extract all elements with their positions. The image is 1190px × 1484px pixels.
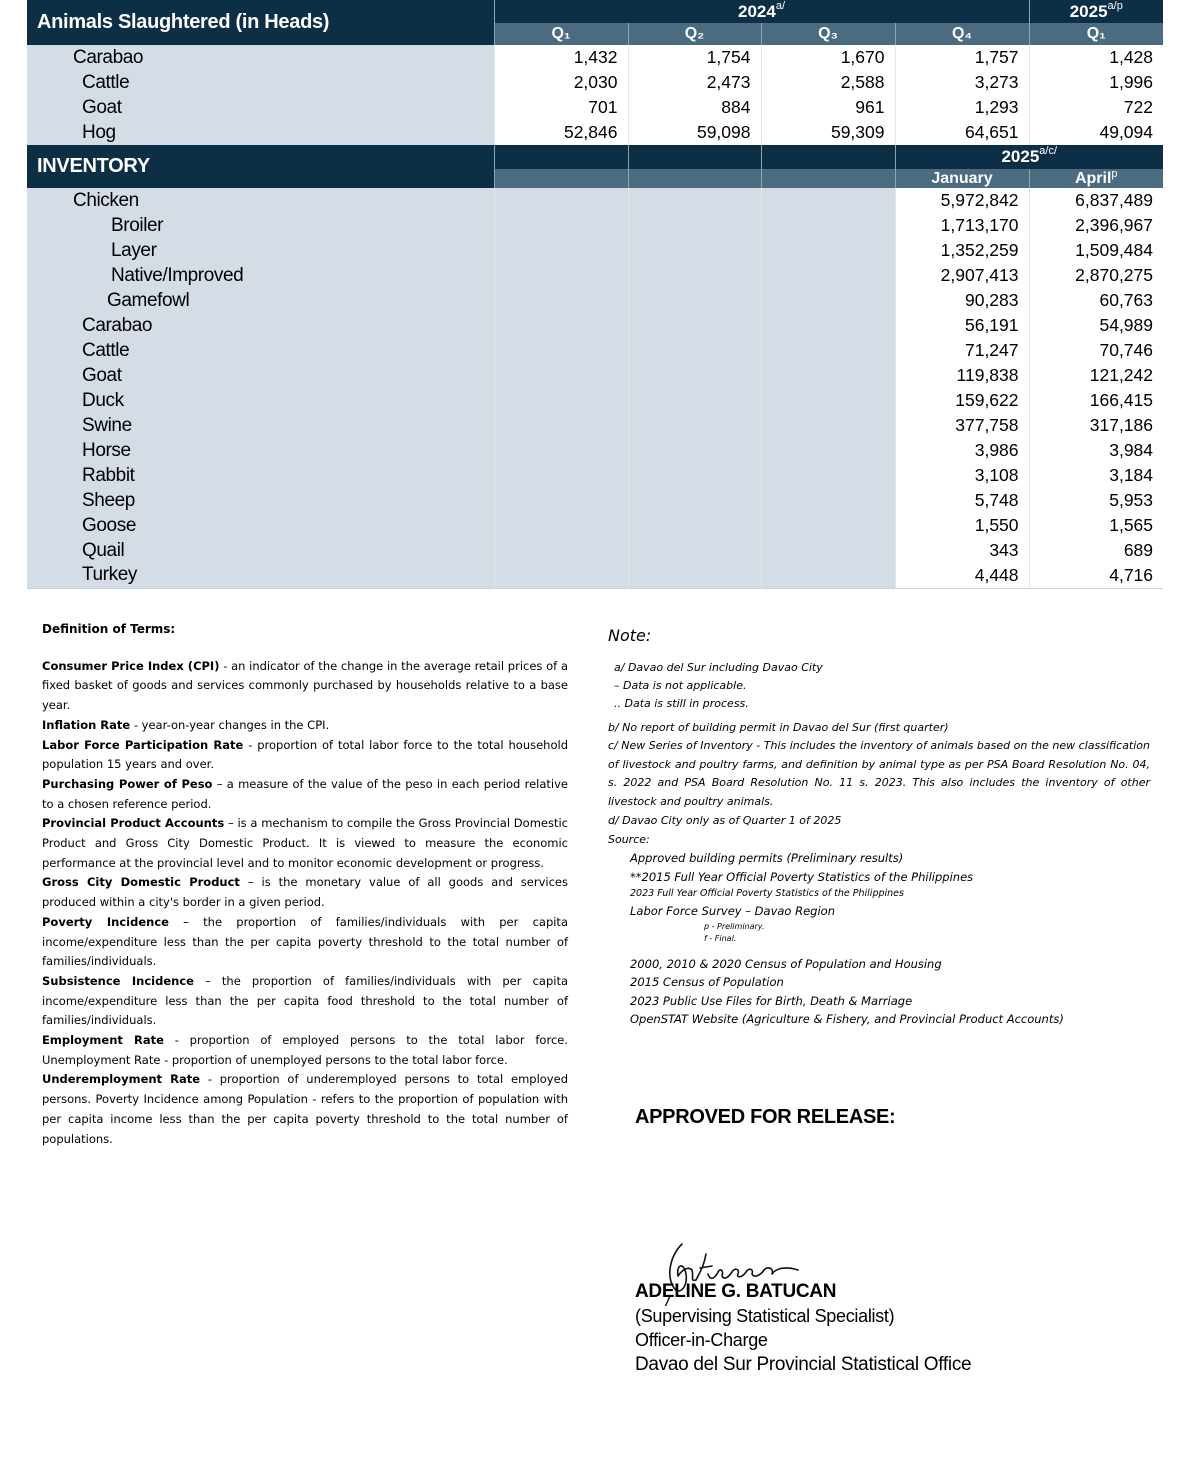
note-a: a/ Davao del Sur including Davao City <box>614 661 823 674</box>
cell-value: 6,837,489 <box>1029 188 1163 213</box>
row-label: Goat <box>27 95 494 120</box>
definition-item: Labor Force Participation Rate - proportion of total labor force to the total household population 15 years and over. <box>42 737 568 772</box>
cell-value: 3,273 <box>895 70 1029 95</box>
row-label: Carabao <box>27 313 494 338</box>
cell-value: 54,989 <box>1029 313 1163 338</box>
row-label: Chicken <box>27 188 494 213</box>
cell-value: 1,754 <box>628 45 761 70</box>
source-label: Source: <box>608 833 650 846</box>
note-title: Note: <box>608 626 652 645</box>
notes-section <box>608 626 1150 1029</box>
cell-value: 119,838 <box>895 363 1029 388</box>
cell-value: 5,972,842 <box>895 188 1029 213</box>
cell-value: 3,108 <box>895 463 1029 488</box>
source-item: OpenSTAT Website (Agriculture & Fishery, and Provincial Product Accounts) <box>630 1012 1064 1026</box>
definition-item: Provincial Product Accounts – is a mechanism to compile the Gross Provincial Domestic Product and Gross City Domestic Product. It is viewed to measure the economic performance at the provincial level and to monitor economic development or progress. <box>42 816 568 870</box>
table-row <box>27 438 1163 463</box>
row-label: Native/Improved <box>27 263 494 288</box>
definition-item: Subsistence Incidence – the proportion of families/individuals with per capita income/expenditure less than the per capita food threshold to the total number of families/individuals. <box>42 973 568 1028</box>
row-label: Swine <box>27 413 494 438</box>
cell-value: 1,713,170 <box>895 213 1029 238</box>
table-row <box>27 95 1163 120</box>
cell-value: 52,846 <box>494 120 628 145</box>
q3-header: Q₃ <box>761 23 895 45</box>
empty-header-cell <box>761 169 895 188</box>
cell-value: 2,588 <box>761 70 895 95</box>
cell-value: 1,352,259 <box>895 238 1029 263</box>
source-item: 2023 Public Use Files for Birth, Death & Marriage <box>630 993 913 1008</box>
cell-value: 317,186 <box>1029 413 1163 438</box>
cell-value: 1,670 <box>761 45 895 70</box>
year-2025-header: $2025^{a/p}$ <box>1029 0 1163 23</box>
cell-value: 2,870,275 <box>1029 263 1163 288</box>
cell-value: 1,428 <box>1029 45 1163 70</box>
row-label: Cattle <box>27 70 494 95</box>
cell-value: 1,293 <box>895 95 1029 120</box>
cell-value: 1,996 <box>1029 70 1163 95</box>
definition-item: Gross City Domestic Product – is the monetary value of all goods and services produced within a city's border in a given period. <box>42 875 568 910</box>
definition-item: Underemployment Rate - proportion of underemployed persons to total employed persons. Poverty Incidence among Population - refers to the proportion of population with per capita income less than the per capita poverty threshold to the total number of populations. <box>42 1072 568 1146</box>
cell-value: 159,622 <box>895 388 1029 413</box>
empty-header-cell <box>761 145 895 169</box>
row-label: Goat <box>27 363 494 388</box>
cell-value: 4,716 <box>1029 563 1163 588</box>
cell-value: 3,986 <box>895 438 1029 463</box>
table-row <box>27 538 1163 563</box>
source-item: **2015 Full Year Official Poverty Statistics of the Philippines <box>630 869 974 884</box>
approval-heading: APPROVED FOR RELEASE: <box>635 1106 896 1128</box>
cell-value: 5,953 <box>1029 488 1163 513</box>
note-d: d/ Davao City only as of Quarter 1 of 2025 <box>608 814 842 827</box>
row-label: Carabao <box>27 45 494 70</box>
cell-value: 3,984 <box>1029 438 1163 463</box>
cell-value: 5,748 <box>895 488 1029 513</box>
note-dots: .. Data is still in process. <box>614 697 749 710</box>
january-header: January <box>895 169 1029 188</box>
cell-value: 121,242 <box>1029 363 1163 388</box>
table-row <box>27 388 1163 413</box>
row-label: Sheep <box>27 488 494 513</box>
statistics-table <box>27 0 1163 589</box>
row-label: Broiler <box>27 213 494 238</box>
april-header: April$^p$ <box>1029 169 1163 188</box>
q1-2025-header: Q₁ <box>1029 23 1163 45</box>
cell-value: 343 <box>895 538 1029 563</box>
signatory-office: Davao del Sur Provincial Statistical Office <box>635 1354 972 1375</box>
table-row <box>27 338 1163 363</box>
empty-header-cell <box>628 145 761 169</box>
table-row <box>27 120 1163 145</box>
note-b: b/ No report of building permit in Davao del Sur (first quarter) <box>608 721 949 734</box>
table-row <box>27 263 1163 288</box>
cell-value: 1,757 <box>895 45 1029 70</box>
inventory-title: INVENTORY <box>27 145 494 188</box>
row-label: Goose <box>27 513 494 538</box>
final-note: f - Final. <box>704 933 737 943</box>
signatory-position: (Supervising Statistical Specialist) <box>635 1306 895 1326</box>
cell-value: 70,746 <box>1029 338 1163 363</box>
cell-value: 2,030 <box>494 70 628 95</box>
cell-value: 166,415 <box>1029 388 1163 413</box>
cell-value: 64,651 <box>895 120 1029 145</box>
cell-value: 56,191 <box>895 313 1029 338</box>
cell-value: 3,184 <box>1029 463 1163 488</box>
signatory-name: ADELINE G. BATUCAN <box>635 1281 837 1302</box>
signatory-role: Officer-in-Charge <box>635 1330 768 1350</box>
row-label: Horse <box>27 438 494 463</box>
row-label: Turkey <box>27 563 494 588</box>
source-item: 2015 Census of Population <box>630 975 784 989</box>
year-2024-header: $2024^{a/}$ <box>494 0 1029 23</box>
cell-value: 701 <box>494 95 628 120</box>
q1-header: Q₁ <box>494 23 628 45</box>
table-row <box>27 45 1163 70</box>
definition-item: Poverty Incidence – the proportion of families/individuals with per capita income/expenditure less than the per capita poverty threshold to the total number of families/individuals. <box>42 914 568 969</box>
note-c: c/ New Series of Inventory - This includes the inventory of animals based on the new classification of livestock and poultry farms, and definition by animal type as per PSA Board Resolution No. 04, s. 2022 and PSA Board Resolution No. 11 s. 2023. This also includes the inventory of other livestock and poultry animals. <box>608 739 1150 808</box>
cell-value: 90,283 <box>895 288 1029 313</box>
table-row <box>27 463 1163 488</box>
cell-value: 1,565 <box>1029 513 1163 538</box>
table-row <box>27 188 1163 213</box>
cell-value: 60,763 <box>1029 288 1163 313</box>
preliminary-note: p - Preliminary. <box>704 921 765 931</box>
cell-value: 1,432 <box>494 45 628 70</box>
definitions-title: Definition of Terms: <box>42 622 176 636</box>
cell-value: 59,098 <box>628 120 761 145</box>
row-label: Hog <box>27 120 494 145</box>
cell-value: 961 <box>761 95 895 120</box>
empty-header-cell <box>628 169 761 188</box>
cell-value: 71,247 <box>895 338 1029 363</box>
table-row <box>27 563 1163 588</box>
table-row <box>27 288 1163 313</box>
q4-header: Q₄ <box>895 23 1029 45</box>
table-row <box>27 413 1163 438</box>
empty-header-cell <box>494 145 628 169</box>
row-label: Layer <box>27 238 494 263</box>
cell-value: 4,448 <box>895 563 1029 588</box>
table-row <box>27 363 1163 388</box>
cell-value: 1,550 <box>895 513 1029 538</box>
cell-value: 59,309 <box>761 120 895 145</box>
cell-value: 689 <box>1029 538 1163 563</box>
note-dash: – Data is not applicable. <box>614 679 747 692</box>
cell-value: 49,094 <box>1029 120 1163 145</box>
table-row <box>27 70 1163 95</box>
cell-value: 2,473 <box>628 70 761 95</box>
year-2025-inventory-header: $2025^{a/c/}$ <box>895 145 1163 169</box>
definition-item: Inflation Rate - year-on-year changes in the CPI. <box>42 717 330 732</box>
definition-item: Consumer Price Index (CPI) - an indicator of the change in the average retail prices of a fixed basket of goods and services commonly purchased by households relative to a base year. <box>42 658 568 713</box>
empty-header-cell <box>494 169 628 188</box>
source-item: 2000, 2010 & 2020 Census of Population and Housing <box>630 956 942 971</box>
cell-value: 2,396,967 <box>1029 213 1163 238</box>
cell-value: 2,907,413 <box>895 263 1029 288</box>
cell-value: 1,509,484 <box>1029 238 1163 263</box>
table-row <box>27 513 1163 538</box>
row-label: Duck <box>27 388 494 413</box>
definition-item: Purchasing Power of Peso – a measure of the value of the peso in each period relative to a chosen reference period. <box>42 776 568 811</box>
definition-item: Employment Rate - proportion of employed persons to the total labor force. Unemployment Rate - proportion of unemployed persons to the total labor force. <box>42 1033 568 1067</box>
table-row <box>27 313 1163 338</box>
slaughter-title: Animals Slaughtered (in Heads) <box>27 0 494 45</box>
row-label: Cattle <box>27 338 494 363</box>
table-row <box>27 488 1163 513</box>
row-label: Gamefowl <box>27 288 494 313</box>
table-row <box>27 213 1163 238</box>
table-row <box>27 238 1163 263</box>
source-item: Approved building permits (Preliminary results) <box>630 851 904 865</box>
definition-of-terms <box>42 620 568 1149</box>
row-label: Quail <box>27 538 494 563</box>
source-item: 2023 Full Year Official Poverty Statistics of the Philippines <box>630 888 904 899</box>
cell-value: 884 <box>628 95 761 120</box>
cell-value: 722 <box>1029 95 1163 120</box>
cell-value: 377,758 <box>895 413 1029 438</box>
source-item: Labor Force Survey – Davao Region <box>630 904 836 918</box>
q2-header: Q₂ <box>628 23 761 45</box>
row-label: Rabbit <box>27 463 494 488</box>
